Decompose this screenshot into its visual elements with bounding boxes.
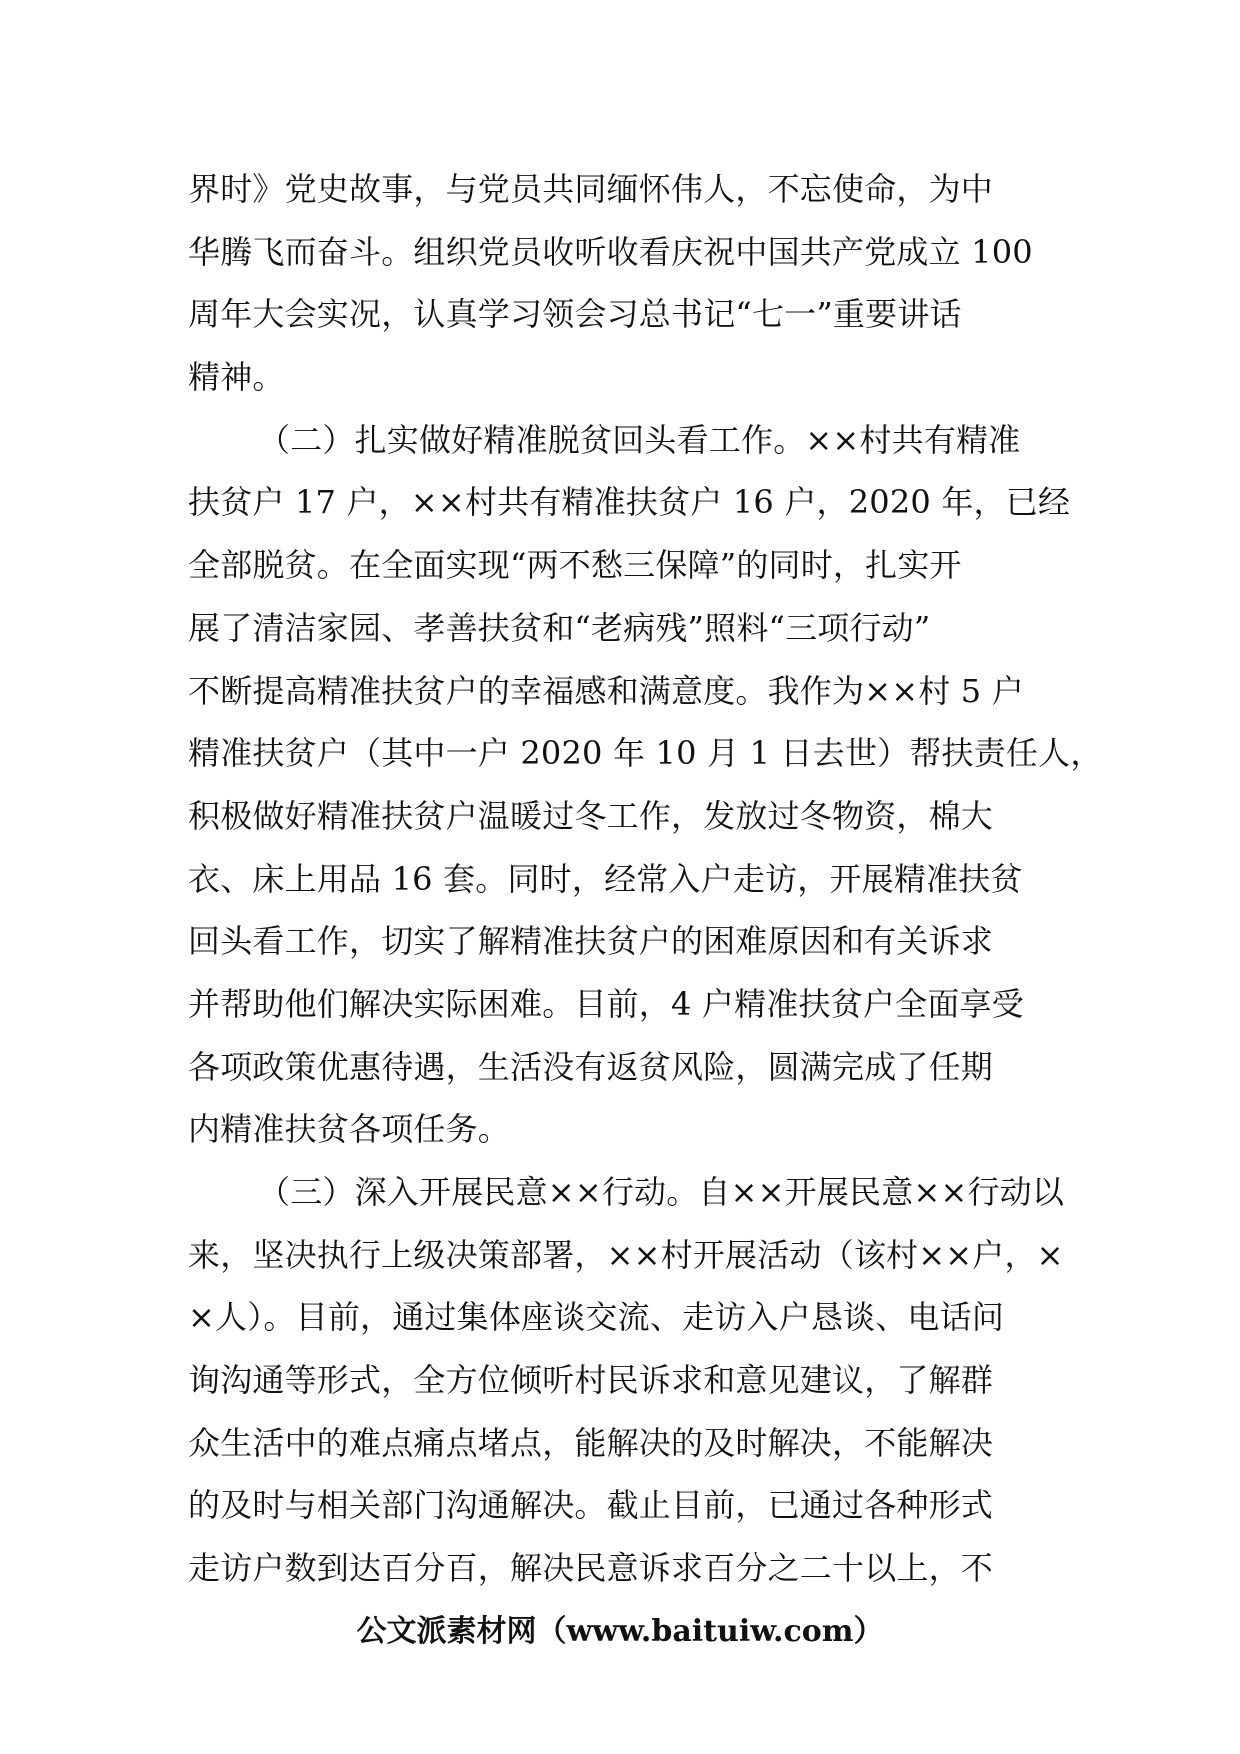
text-line: 询沟通等形式，全方位倾听村民诉求和意见建议，了解群 bbox=[188, 1361, 994, 1400]
text-line: ×人）。目前，通过集体座谈交流、走访入户恳谈、电话问 bbox=[188, 1298, 1005, 1337]
text-line: 来，坚决执行上级决策部署，××村开展活动（该村××户，× bbox=[188, 1235, 1064, 1274]
text-line: 界时》党史故事，与党员共同缅怀伟人，不忘使命，为中 bbox=[188, 170, 994, 208]
text-line: （二）扎实做好精准脱贫回头看工作。××村共有精准 bbox=[258, 420, 1021, 459]
text-line: 周年大会实况，认真学习领会习总书记“七一”重要讲话 bbox=[188, 295, 962, 334]
text-line: 的及时与相关部门沟通解决。截止目前，已通过各种形式 bbox=[188, 1486, 994, 1525]
text-line: 内精准扶贫各项任务。 bbox=[188, 1110, 511, 1149]
text-line: 扶贫户 17 户，××村共有精准扶贫户 16 户，2020 年，已经 bbox=[188, 483, 1071, 522]
text-line: 精神。 bbox=[188, 358, 285, 397]
footer-watermark: 公文派素材网（www.baituiw.com） bbox=[356, 1614, 884, 1649]
text-line: 精准扶贫户（其中一户 2020 年 10 月 1 日去世）帮扶责任人， bbox=[188, 734, 1103, 773]
text-line: 不断提高精准扶贫户的幸福感和满意度。我作为××村 5 户 bbox=[188, 671, 1024, 710]
text-line: 衣、床上用品 16 套。同时，经常入户走访，开展精准扶贫 bbox=[188, 859, 1023, 898]
text-line: （三）深入开展民意××行动。自××开展民意××行动以 bbox=[258, 1173, 1065, 1211]
text-line: 华腾飞而奋斗。组织党员收听收看庆祝中国共产党成立 100 bbox=[188, 232, 1033, 271]
text-line: 走访户数到达百分百，解决民意诉求百分之二十以上，不 bbox=[188, 1549, 994, 1588]
text-line: 各项政策优惠待遇，生活没有返贫风险，圆满完成了任期 bbox=[188, 1047, 994, 1086]
text-line: 展了清洁家园、孝善扶贫和“老病残”照料“三项行动” bbox=[188, 608, 931, 647]
text-line: 并帮助他们解决实际困难。目前，4 户精准扶贫户全面享受 bbox=[188, 984, 1024, 1023]
document-body bbox=[188, 158, 1103, 1600]
text-line: 众生活中的难点痛点堵点，能解决的及时解决，不能解决 bbox=[188, 1423, 994, 1462]
text-line: 全部脱贫。在全面实现“两不愁三保障”的同时，扎实开 bbox=[188, 546, 962, 585]
text-line: 回头看工作，切实了解精准扶贫户的困难原因和有关诉求 bbox=[188, 922, 994, 961]
text-line: 积极做好精准扶贫户温暖过冬工作，发放过冬物资，棉大 bbox=[188, 796, 994, 835]
